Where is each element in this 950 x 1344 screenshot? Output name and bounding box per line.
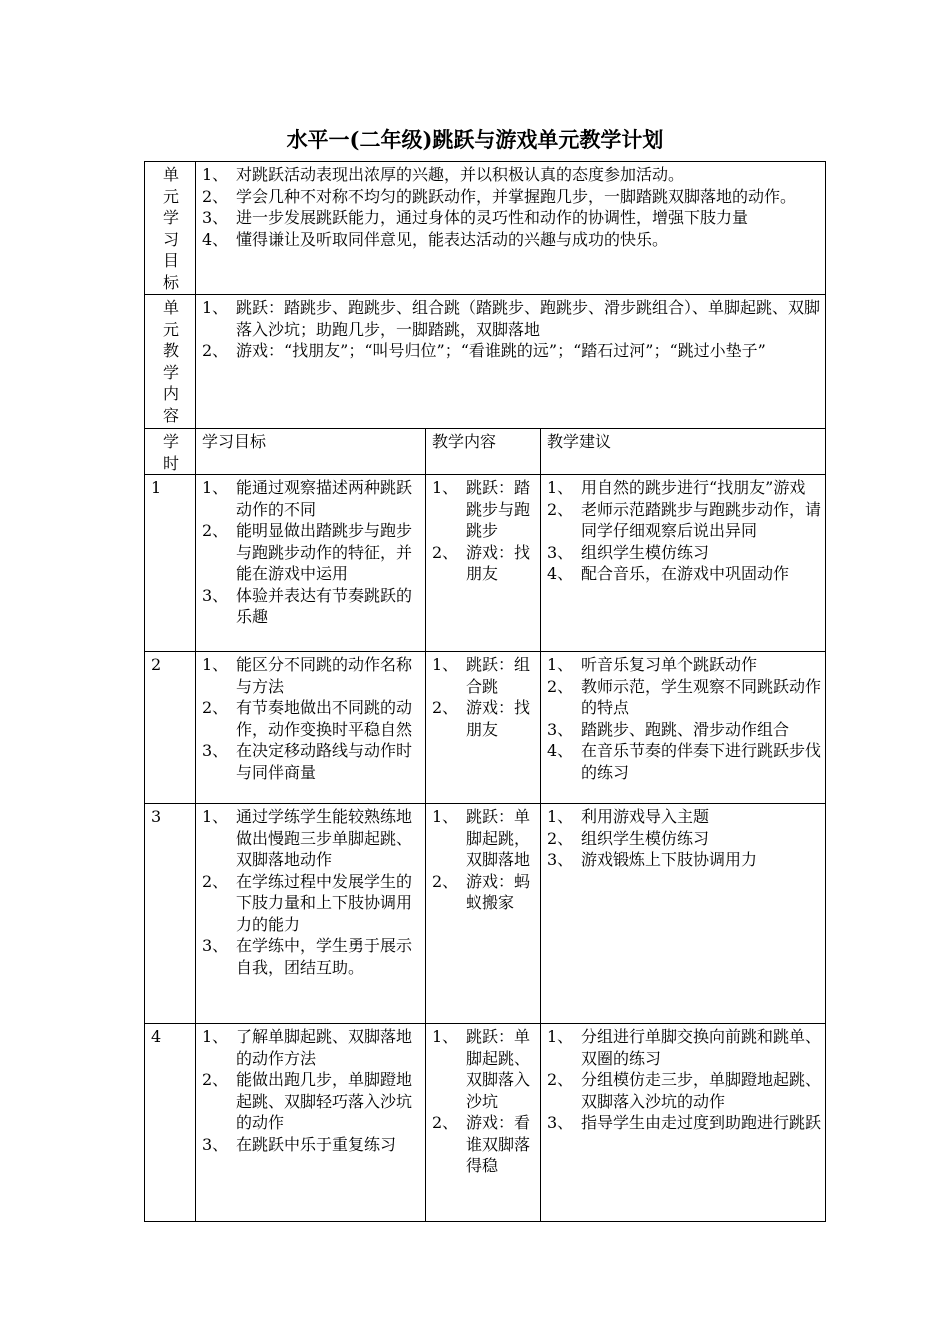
lesson-number: 2 [145,652,196,804]
content-list [202,297,821,362]
lesson-suggestions [541,1024,826,1222]
goal-item: 4、 懂得谦让及听取同伴意见，能表达活动的兴趣与成功的快乐。 [202,229,669,249]
content-cell [196,295,826,429]
lesson-row [145,475,826,652]
lesson-suggestions [541,652,826,804]
header-row [145,429,826,475]
content-entry: 2、 游戏：找朋友 [432,542,531,583]
suggestion-item: 3、 游戏锻炼上下肢协调用力 [547,850,758,869]
lesson-objectives [196,804,426,1024]
goals-label-char: 单 [162,165,179,184]
objectives-header: 学习目标 [196,429,426,475]
suggestions-header: 教学建议 [541,429,826,475]
suggestion-item: 3、 组织学生模仿练习 [547,542,710,562]
lesson-content [426,652,541,804]
goals-label-char: 学 [162,208,179,227]
objective-item: 3、 在跳跃中乐于重复练习 [202,1134,397,1154]
suggestion-item: 2、 教师示范，学生观察不同跳跃动作的特点 [547,676,822,717]
content-entry: 2、 游戏：蚂蚁搬家 [432,871,531,912]
objective-item: 2、 有节奏地做出不同跳的动作，动作变换时平稳自然 [202,698,413,739]
suggestion-item: 4、 配合音乐，在游戏中巩固动作 [547,564,790,583]
period-header [145,429,196,475]
content-label-char: 学 [162,362,179,382]
suggestion-item: 4、 在音乐节奏的伴奏下进行跳跃步伐的练习 [547,741,822,782]
content-item: 2、 游戏：“找朋友”；“叫号归位”；“看谁跳的远”；“踏石过河”；“跳过小垫子” [202,341,766,360]
objective-item: 3、 在学练中，学生勇于展示自我，团结互助。 [202,936,413,977]
objective-item: 3、 体验并表达有节奏跳跃的乐趣 [202,585,413,626]
goals-row [145,162,826,295]
goals-list [202,164,821,250]
content-label [145,295,196,429]
goal-item: 2、 学会几种不对称不均匀的跳跃动作，并掌握跑几步，一脚踏跳双脚落地的动作。 [202,186,797,206]
objective-item: 1、 能区分不同跳的动作名称与方法 [202,655,413,696]
unit-plan-table [144,161,826,1222]
suggestion-item: 3、 指导学生由走过度到助跑进行跳跃 [547,1113,822,1132]
content-entry: 1、 跳跃：单脚起跳，双脚落地 [432,807,531,869]
goals-label-char: 习 [162,229,179,249]
content-row [145,295,826,429]
suggestion-item: 1、 听音乐复习单个跳跃动作 [547,655,758,674]
lesson-number: 3 [145,804,196,1024]
objective-item: 1、 能通过观察描述两种跳跃动作的不同 [202,478,413,519]
period-header-char: 时 [162,453,179,473]
objective-item: 1、 了解单脚起跳、双脚落地的动作方法 [202,1027,413,1068]
objective-item: 2、 能做出跑几步，单脚蹬地起跳、双脚轻巧落入沙坑的动作 [202,1070,413,1132]
goals-label-char: 目 [162,251,179,270]
content-label-char: 内 [162,384,179,403]
lesson-content [426,475,541,652]
page-title: 水平一(二年级)跳跃与游戏单元教学计划 [286,127,664,152]
lesson-objectives [196,1024,426,1222]
goal-item: 1、 对跳跃活动表现出浓厚的兴趣，并以积极认真的态度参加活动。 [202,165,685,184]
content-label-char: 教 [162,341,179,360]
content-entry: 1、 跳跃：踏跳步与跑跳步 [432,478,531,540]
goals-cell [196,162,826,295]
content-entry: 1、 跳跃：组合跳 [432,655,531,696]
objective-item: 2、 在学练过程中发展学生的下肢力量和上下肢协调用力的能力 [202,871,413,934]
suggestion-item: 2、 分组模仿走三步，单脚蹬地起跳、双脚落入沙坑的动作 [547,1070,822,1111]
goals-label-char: 标 [162,272,179,292]
content-header: 教学内容 [426,429,541,475]
objective-item: 3、 在决定移动路线与动作时与同伴商量 [202,741,413,782]
suggestion-item: 1、 利用游戏导入主题 [547,807,710,826]
lesson-row [145,652,826,804]
goals-label-char: 元 [162,186,179,206]
content-entry: 1、 跳跃：单脚起跳、双脚落入沙坑 [432,1027,531,1111]
suggestion-item: 2、 老师示范踏跳步与跑跳步动作，请同学仔细观察后说出异同 [547,499,822,540]
content-label-char: 容 [162,405,179,425]
lesson-number: 4 [145,1024,196,1222]
goals-label [145,162,196,295]
objective-item: 2、 能明显做出踏跳步与跑步与跑跳步动作的特征，并能在游戏中运用 [202,521,413,583]
objective-item: 1、 通过学练学生能较熟练地做出慢跑三步单脚起跳、双脚落地动作 [202,807,413,869]
suggestion-item: 2、 组织学生模仿练习 [547,828,710,848]
lesson-number: 1 [145,475,196,652]
lesson-content [426,804,541,1024]
suggestion-item: 1、 用自然的跳步进行“找朋友”游戏 [547,478,806,497]
lesson-suggestions [541,475,826,652]
lesson-suggestions [541,804,826,1024]
content-entry: 2、 游戏：看谁双脚落得稳 [432,1113,531,1175]
suggestion-item: 3、 踏跳步、跑跳、滑步动作组合 [547,719,790,739]
lesson-objectives [196,652,426,804]
period-header-char: 学 [162,432,179,451]
lesson-row [145,804,826,1024]
content-label-char: 元 [162,319,179,339]
content-entry: 2、 游戏：找朋友 [432,698,531,739]
content-label-char: 单 [162,298,179,317]
suggestion-item: 1、 分组进行单脚交换向前跳和跳单、双圈的练习 [547,1027,822,1068]
lesson-objectives [196,475,426,652]
goal-item: 3、 进一步发展跳跃能力，通过身体的灵巧性和动作的协调性，增强下肢力量 [202,208,749,227]
lesson-row [145,1024,826,1222]
content-item: 1、 跳跃：踏跳步、跑跳步、组合跳（踏跳步、跑跳步、滑步跳组合）、单脚起跳、双脚落入沙坑；助跑几步，一脚踏跳，双脚落地 [202,298,821,339]
lesson-content [426,1024,541,1222]
